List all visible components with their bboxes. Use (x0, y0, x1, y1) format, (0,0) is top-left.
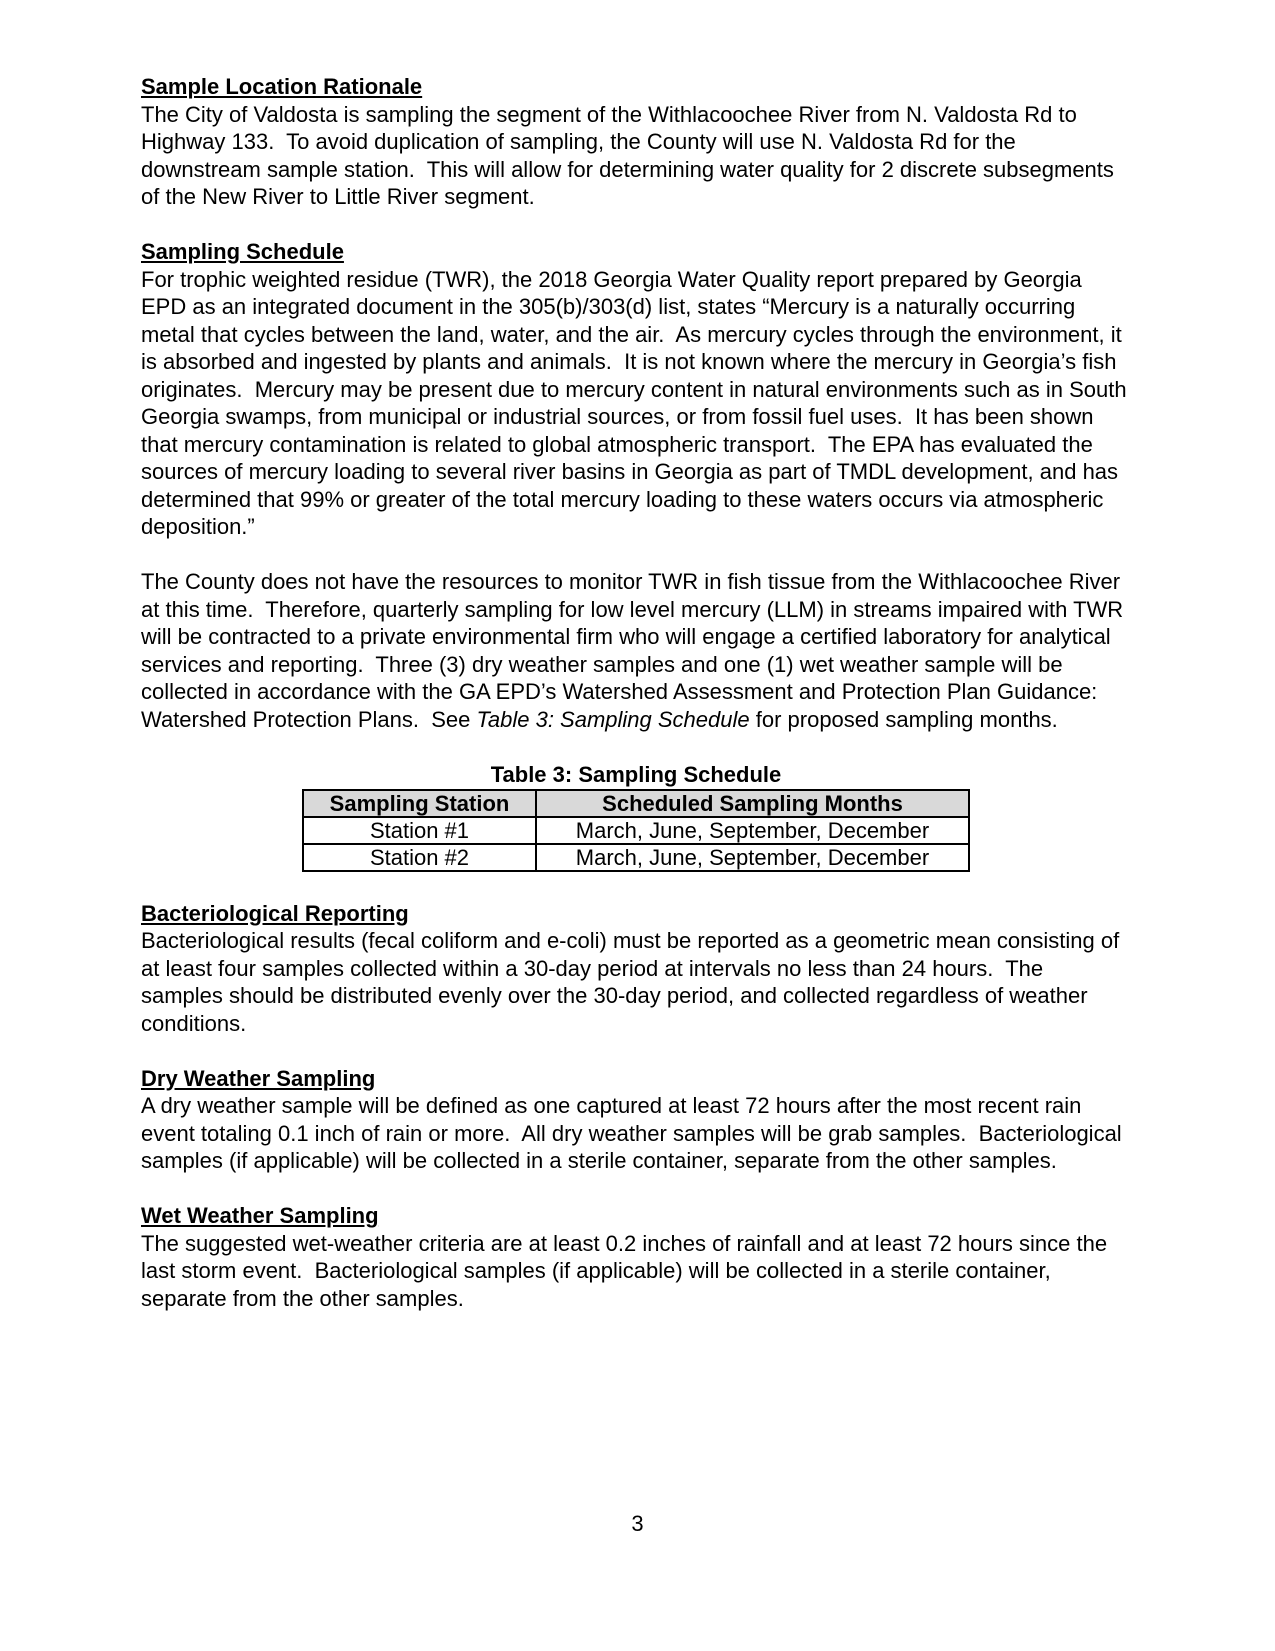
section-bacteriological-reporting (141, 900, 1131, 1038)
paragraph-twr-mercury: For trophic weighted residue (TWR), the 2018 Georgia Water Quality report prepared by Georgia EPD as an integrated document in the 305(b)/303(d) list, states “Mercury is a naturally occurring metal that cycles between the land, water, and the air. As mercury cycles through the environment, it is absorbed and ingested by plants and animals. It is not known where the mercury in Georgia’s fish originates. Mercury may be present due to mercury content in natural environments such as in South Georgia swamps, from municipal or industrial sources, or from fossil fuel uses. It has been shown that mercury contamination is related to global atmospheric transport. The EPA has evaluated the sources of mercury loading to several river basins in Georgia as part of TMDL development, and has determined that 99% or greater of the total mercury loading to these waters occurs via atmospheric deposition.” (141, 266, 1133, 539)
table-cell-station: Station #2 (303, 844, 536, 871)
section-heading-sample-location-rationale: Sample Location Rationale (141, 74, 423, 99)
table-title: Table 3: Sampling Schedule (490, 761, 782, 787)
table-row (303, 817, 969, 844)
paragraph-county-monitoring (141, 568, 1131, 733)
section-wet-weather-sampling (141, 1202, 1131, 1312)
sampling-schedule-table (302, 789, 970, 872)
table-cell-station: Station #1 (303, 817, 536, 844)
table-header-sampling-station: Sampling Station (303, 790, 536, 817)
paragraph-dry-weather-sampling: A dry weather sample will be defined as one captured at least 72 hours after the most recent rain event totaling 0.1 inch of rain or more. All dry weather samples will be grab samples. Bacteriological samples (if applicable) will be collected in a sterile container, separate from the other samples. (141, 1093, 1128, 1173)
section-sample-location-rationale (141, 73, 1131, 211)
paragraph-wet-weather-sampling: The suggested wet-weather criteria are at least 0.2 inches of rainfall and at least 72 hours since the last storm event. Bacteriological samples (if applicable) will be collected in a sterile container, separate from the other samples. (141, 1230, 1114, 1311)
table-cell-months: March, June, September, December (536, 817, 969, 844)
section-heading-wet-weather-sampling: Wet Weather Sampling (141, 1203, 379, 1228)
table-row (303, 844, 969, 871)
paragraph-bacteriological-reporting: Bacteriological results (fecal coliform and e-coli) must be reported as a geometric mean consisting of at least four samples collected within a 30-day period at intervals no less than 24 hours. The samples should be distributed evenly over the 30-day period, and collected regardless of weather conditions. (141, 928, 1126, 1036)
paragraph-text-after-reference: for proposed sampling months. (749, 706, 1058, 732)
paragraph-sample-location-rationale: The City of Valdosta is sampling the segment of the Withlacoochee River from N. Valdosta Rd to Highway 133. To avoid duplication of sampling, the County will use N. Valdosta Rd for the downstream sample station. This will allow for determining water quality for 2 discrete subsegments of the New River to Little River segment. (141, 101, 1121, 209)
paragraph-text-before-reference: The County does not have the resources to monitor TWR in fish tissue from the Withlacoochee River at this time. Therefore, quarterly sampling for low level mercury (LLM) in streams impaired with TWR will be contracted to a private environmental firm who will engage a certified laboratory for analytical services and reporting. Three (3) dry weather samples and one (1) wet weather sample will be collected in accordance with the GA EPD’s Watershed Assessment and Protection Plan Guidance: Watershed Protection Plans. See (141, 569, 1130, 732)
table-header-scheduled-months: Scheduled Sampling Months (536, 790, 969, 817)
section-sampling-schedule (141, 238, 1131, 733)
page-number: 3 (631, 1511, 644, 1536)
table-reference-italic: Table 3: Sampling Schedule (476, 706, 750, 732)
section-heading-dry-weather-sampling: Dry Weather Sampling (141, 1065, 376, 1091)
section-heading-bacteriological-reporting: Bacteriological Reporting (141, 900, 409, 926)
table-header-row (303, 790, 969, 817)
section-heading-sampling-schedule: Sampling Schedule (141, 239, 344, 264)
table-cell-months: March, June, September, December (536, 844, 969, 871)
section-dry-weather-sampling (141, 1065, 1131, 1175)
sampling-schedule-table-block (141, 761, 1131, 873)
